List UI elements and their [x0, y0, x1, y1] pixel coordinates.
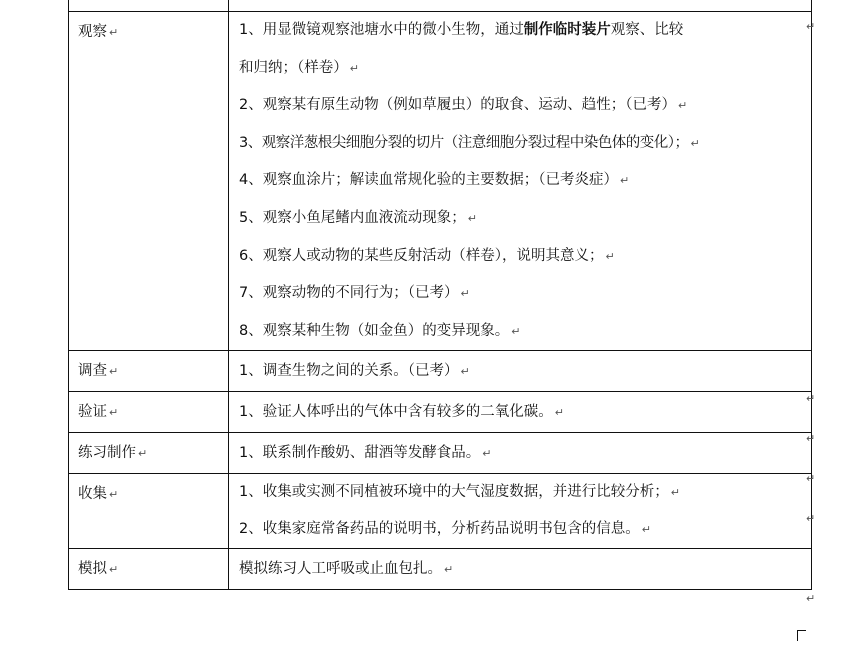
- category-label: 模拟: [78, 561, 107, 578]
- category-cell: [69, 474, 229, 549]
- item-text: 5、观察小鱼尾鳍内血液流动现象；: [239, 209, 466, 226]
- paragraph-mark-icon: ↵: [109, 406, 119, 420]
- table-row: [69, 351, 812, 392]
- paragraph-mark-icon: ↵: [670, 486, 680, 500]
- table-row: [69, 12, 812, 351]
- row-end-mark-icon: ↵: [806, 20, 816, 33]
- item-text: 6、观察人或动物的某些反射活动（样卷），说明其意义；: [239, 247, 604, 264]
- category-label: 练习制作: [78, 445, 136, 462]
- item-text: 和归纳；（样卷）: [239, 59, 348, 76]
- item-text: 1、用显微镜观察池塘水中的微小生物，通过: [239, 22, 524, 38]
- item-text: 1、联系制作酸奶、甜酒等发酵食品。: [239, 445, 481, 462]
- table-row: [69, 474, 812, 549]
- paragraph-mark-icon: ↵: [109, 563, 119, 577]
- item-line: [229, 12, 811, 50]
- paragraph-mark-icon: ↵: [109, 488, 119, 502]
- row-end-mark-icon: ↵: [806, 592, 816, 605]
- paragraph-mark-icon: ↵: [460, 287, 470, 301]
- items-cell: [229, 474, 812, 549]
- category-cell: [69, 392, 229, 433]
- paragraph-mark-icon: ↵: [641, 523, 651, 537]
- paragraph-mark-icon: ↵: [460, 365, 470, 379]
- table-end-marker: [797, 630, 806, 641]
- paragraph-mark-icon: ↵: [690, 136, 700, 150]
- paragraph-mark-icon: ↵: [511, 324, 521, 338]
- paragraph-mark-icon: ↵: [467, 211, 477, 225]
- table-body: [69, 0, 812, 590]
- item-text: 观察、比较: [610, 22, 684, 38]
- item-line: [229, 433, 811, 473]
- item-line: [229, 200, 811, 238]
- table-row: [69, 433, 812, 474]
- item-text-bold: 制作临时装片: [523, 22, 611, 38]
- paragraph-mark-icon: ↵: [619, 174, 630, 188]
- table-row-top-stub: [69, 0, 812, 12]
- item-line: [229, 275, 811, 313]
- paragraph-mark-icon: ↵: [605, 249, 615, 263]
- paragraph-mark-icon: ↵: [138, 447, 148, 461]
- item-line: [229, 238, 811, 276]
- item-text: 4、观察血涂片；解读血常规化验的主要数据；（已考炎症）: [239, 172, 618, 189]
- items-cell: [229, 12, 812, 351]
- category-label: 验证: [78, 404, 107, 421]
- row-end-mark-icon: ↵: [806, 432, 816, 445]
- item-line: [229, 511, 811, 548]
- category-label: 观察: [78, 24, 107, 40]
- category-label: 收集: [78, 486, 107, 503]
- item-line: [229, 87, 811, 125]
- table-row: [69, 549, 812, 590]
- category-cell: [69, 351, 229, 392]
- item-text: 3、观察洋葱根尖细胞分裂的切片（注意细胞分裂过程中染色体的变化）；: [239, 134, 689, 151]
- paragraph-mark-icon: ↵: [554, 406, 564, 420]
- item-line: [229, 392, 811, 432]
- row-end-mark-icon: ↵: [806, 512, 816, 525]
- item-text: 1、调查生物之间的关系。（已考）: [239, 363, 459, 380]
- items-cell: [229, 351, 812, 392]
- table-row: [69, 392, 812, 433]
- item-text: 1、验证人体呼出的气体中含有较多的二氧化碳。: [239, 404, 553, 421]
- item-text: 2、收集家庭常备药品的说明书，分析药品说明书包含的信息。: [239, 521, 640, 538]
- item-line: [229, 125, 811, 163]
- item-text: 2、观察某有原生动物（例如草履虫）的取食、运动、趋性；（已考）: [239, 97, 676, 114]
- item-text: 1、收集或实测不同植被环境中的大气湿度数据，并进行比较分析；: [239, 484, 669, 501]
- item-line: [229, 549, 811, 589]
- table-cell-stub: [229, 0, 812, 12]
- row-end-mark-icon: ↵: [806, 392, 816, 405]
- paragraph-mark-icon: ↵: [109, 26, 119, 39]
- category-cell: [69, 12, 229, 351]
- item-line: [229, 50, 811, 88]
- paragraph-mark-icon: ↵: [109, 365, 119, 379]
- item-line: [229, 351, 811, 391]
- items-cell: [229, 392, 812, 433]
- paragraph-mark-icon: ↵: [482, 447, 492, 461]
- item-text: 8、观察某种生物（如金鱼）的变异现象。: [239, 322, 510, 339]
- item-text: 模拟练习人工呼吸或止血包扎。: [239, 561, 442, 578]
- item-line: [229, 313, 811, 351]
- paragraph-mark-icon: ↵: [677, 99, 688, 113]
- items-cell: [229, 549, 812, 590]
- items-cell: [229, 433, 812, 474]
- category-label: 调查: [78, 363, 107, 380]
- item-line: [229, 474, 811, 511]
- table-cell-stub: [69, 0, 229, 12]
- experiment-table: [68, 0, 812, 590]
- paragraph-mark-icon: ↵: [444, 563, 454, 577]
- paragraph-mark-icon: ↵: [349, 61, 359, 75]
- item-line: [229, 162, 811, 200]
- item-text: 7、观察动物的不同行为；（已考）: [239, 285, 459, 302]
- row-end-mark-icon: ↵: [806, 472, 816, 485]
- category-cell: [69, 433, 229, 474]
- category-cell: [69, 549, 229, 590]
